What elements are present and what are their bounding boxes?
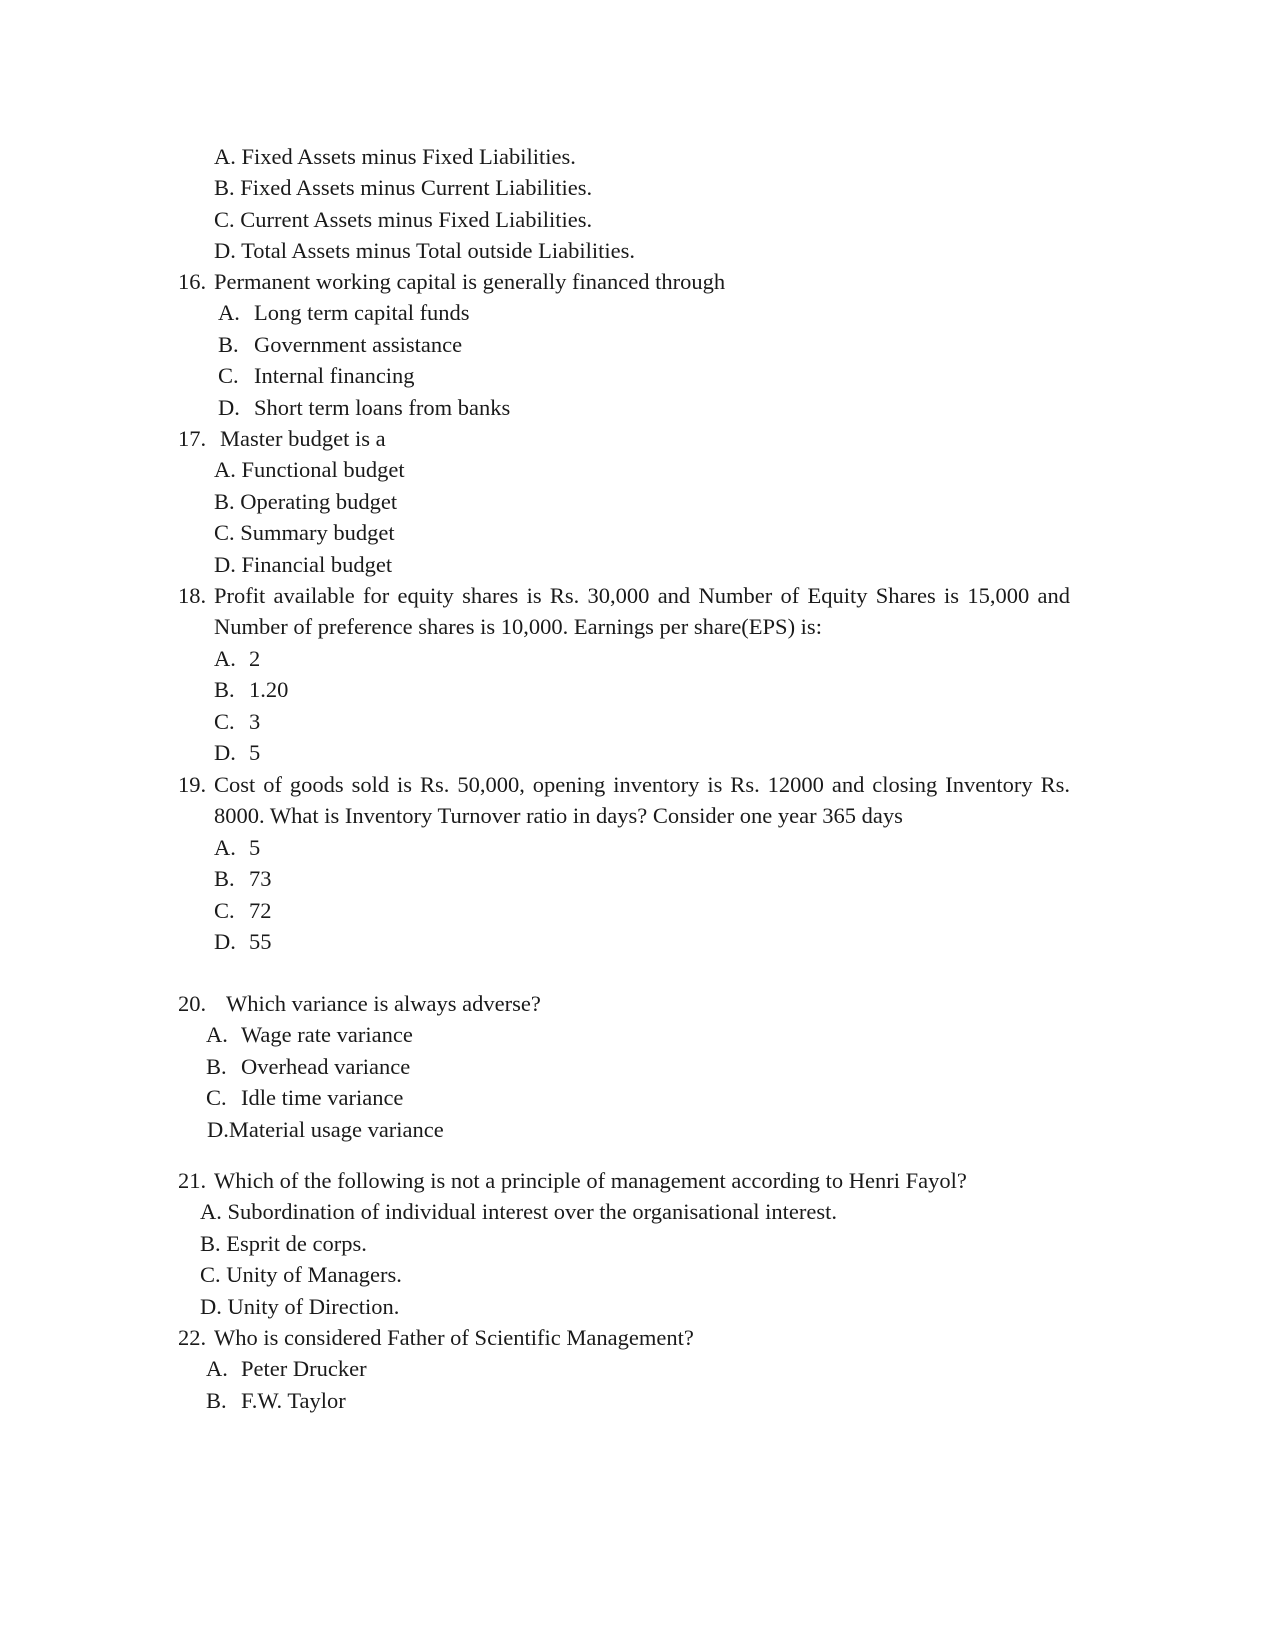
question-number: 18.: [178, 583, 207, 608]
option-text: Idle time variance: [241, 1085, 404, 1111]
q17-option-c: C. Summary budget: [214, 520, 395, 546]
q17-option-b: B. Operating budget: [214, 488, 398, 514]
q19-option-d: [0, 926, 1275, 957]
question-text: Who is considered Father of Scientific Management?: [214, 1325, 694, 1350]
question-text: Cost of goods sold is Rs. 50,000, opening inventory is Rs. 12000 and closing Inventory Rs. 8000. What is Inventory Turnover ratio in days? Consider one year 365 days: [214, 772, 1070, 829]
option-text: Peter Drucker: [241, 1356, 367, 1382]
option-letter: C.: [206, 1085, 227, 1111]
question-number: 20.: [178, 991, 207, 1016]
option-text: 5: [249, 740, 261, 766]
q16-option-a: [0, 297, 1275, 328]
q15-option-c: C. Current Assets minus Fixed Liabilities.: [214, 206, 593, 232]
question-17: [0, 423, 1275, 580]
option-text: Overhead variance: [241, 1053, 411, 1079]
option-letter: A.: [206, 1356, 228, 1382]
q22-option-a: [0, 1353, 1275, 1384]
q15-option-d: D. Total Assets minus Total outside Liabilities.: [214, 238, 636, 264]
q20-option-c: [0, 1082, 1275, 1113]
option-text: Wage rate variance: [241, 1022, 413, 1048]
option-text: 55: [249, 929, 272, 955]
q21-option-d: D. Unity of Direction.: [200, 1293, 400, 1319]
question-22: [0, 1322, 1275, 1416]
q18-option-c: [0, 706, 1275, 737]
q21-option-c: C. Unity of Managers.: [200, 1262, 402, 1288]
question-19-stem: [0, 769, 1275, 832]
question-20: [0, 988, 1275, 1145]
option-letter: D.: [214, 929, 236, 955]
question-text: Which variance is always adverse?: [226, 991, 541, 1016]
question-number: 21.: [178, 1168, 207, 1193]
question-number: 17.: [178, 426, 207, 451]
option-letter: B.: [206, 1387, 227, 1413]
option-letter: C.: [214, 897, 235, 923]
option-text: Government assistance: [254, 331, 463, 357]
option-letter: B.: [218, 331, 239, 357]
q15-options: [0, 141, 1275, 267]
option-text: F.W. Taylor: [241, 1387, 346, 1413]
option-letter: D.: [218, 394, 240, 420]
q18-option-a: [0, 643, 1275, 674]
question-16-stem: [0, 266, 1275, 297]
q18-option-b: [0, 674, 1275, 705]
question-22-stem: [0, 1322, 1275, 1353]
q20-option-d: [0, 1114, 1275, 1145]
question-number: 16.: [178, 269, 207, 294]
option-letter: B.: [214, 866, 235, 892]
option-letter: B.: [206, 1053, 227, 1079]
option-text: 3: [249, 708, 261, 734]
q19-option-b: [0, 863, 1275, 894]
question-text: Master budget is a: [220, 426, 386, 451]
q19-option-a: [0, 832, 1275, 863]
option-letter: C.: [214, 708, 235, 734]
option-text: 5: [249, 834, 261, 860]
option-text: 1.20: [249, 677, 289, 703]
question-21-stem: [0, 1165, 1275, 1196]
option-text: D.Material usage variance: [207, 1116, 444, 1142]
q20-option-b: [0, 1051, 1275, 1082]
option-text: Internal financing: [254, 363, 415, 389]
question-18-stem: [0, 580, 1275, 643]
question-21: [0, 1165, 1275, 1322]
option-text: Short term loans from banks: [254, 394, 511, 420]
q19-option-c: [0, 895, 1275, 926]
q17-option-d: D. Financial budget: [214, 551, 393, 577]
option-letter: A.: [214, 834, 236, 860]
option-text: 2: [249, 645, 261, 671]
option-text: 72: [249, 897, 272, 923]
q17-option-a: A. Functional budget: [214, 457, 405, 483]
question-20-stem: [0, 988, 1275, 1019]
q20-option-a: [0, 1019, 1275, 1050]
question-text: Permanent working capital is generally financed through: [214, 269, 726, 294]
question-16: [0, 266, 1275, 423]
q16-option-c: [0, 360, 1275, 391]
q21-option-a: A. Subordination of individual interest over the organisational interest.: [200, 1199, 837, 1225]
question-18: [0, 580, 1275, 768]
question-19: [0, 769, 1275, 957]
question-17-stem: [0, 423, 1275, 454]
option-letter: A.: [206, 1022, 228, 1048]
option-letter: C.: [218, 363, 239, 389]
q18-option-d: [0, 737, 1275, 768]
q15-option-b: B. Fixed Assets minus Current Liabilities.: [214, 175, 593, 201]
q22-option-b: [0, 1385, 1275, 1416]
q16-option-b: [0, 329, 1275, 360]
question-number: 22.: [178, 1325, 207, 1350]
option-letter: A.: [218, 300, 240, 326]
option-text: 73: [249, 866, 272, 892]
q16-option-d: [0, 392, 1275, 423]
q15-option-a: A. Fixed Assets minus Fixed Liabilities.: [214, 144, 576, 169]
question-text: Profit available for equity shares is Rs. 30,000 and Number of Equity Shares is 15,000 and Number of preference shares is 10,000. Earnings per share(EPS) is:: [214, 583, 1070, 640]
question-number: 19.: [178, 772, 207, 797]
option-text: Long term capital funds: [254, 300, 470, 326]
question-text: Which of the following is not a principle of management according to Henri Fayol?: [214, 1168, 967, 1193]
option-letter: D.: [214, 740, 236, 766]
q21-option-b: B. Esprit de corps.: [200, 1230, 367, 1256]
option-letter: A.: [214, 645, 236, 671]
option-letter: B.: [214, 677, 235, 703]
